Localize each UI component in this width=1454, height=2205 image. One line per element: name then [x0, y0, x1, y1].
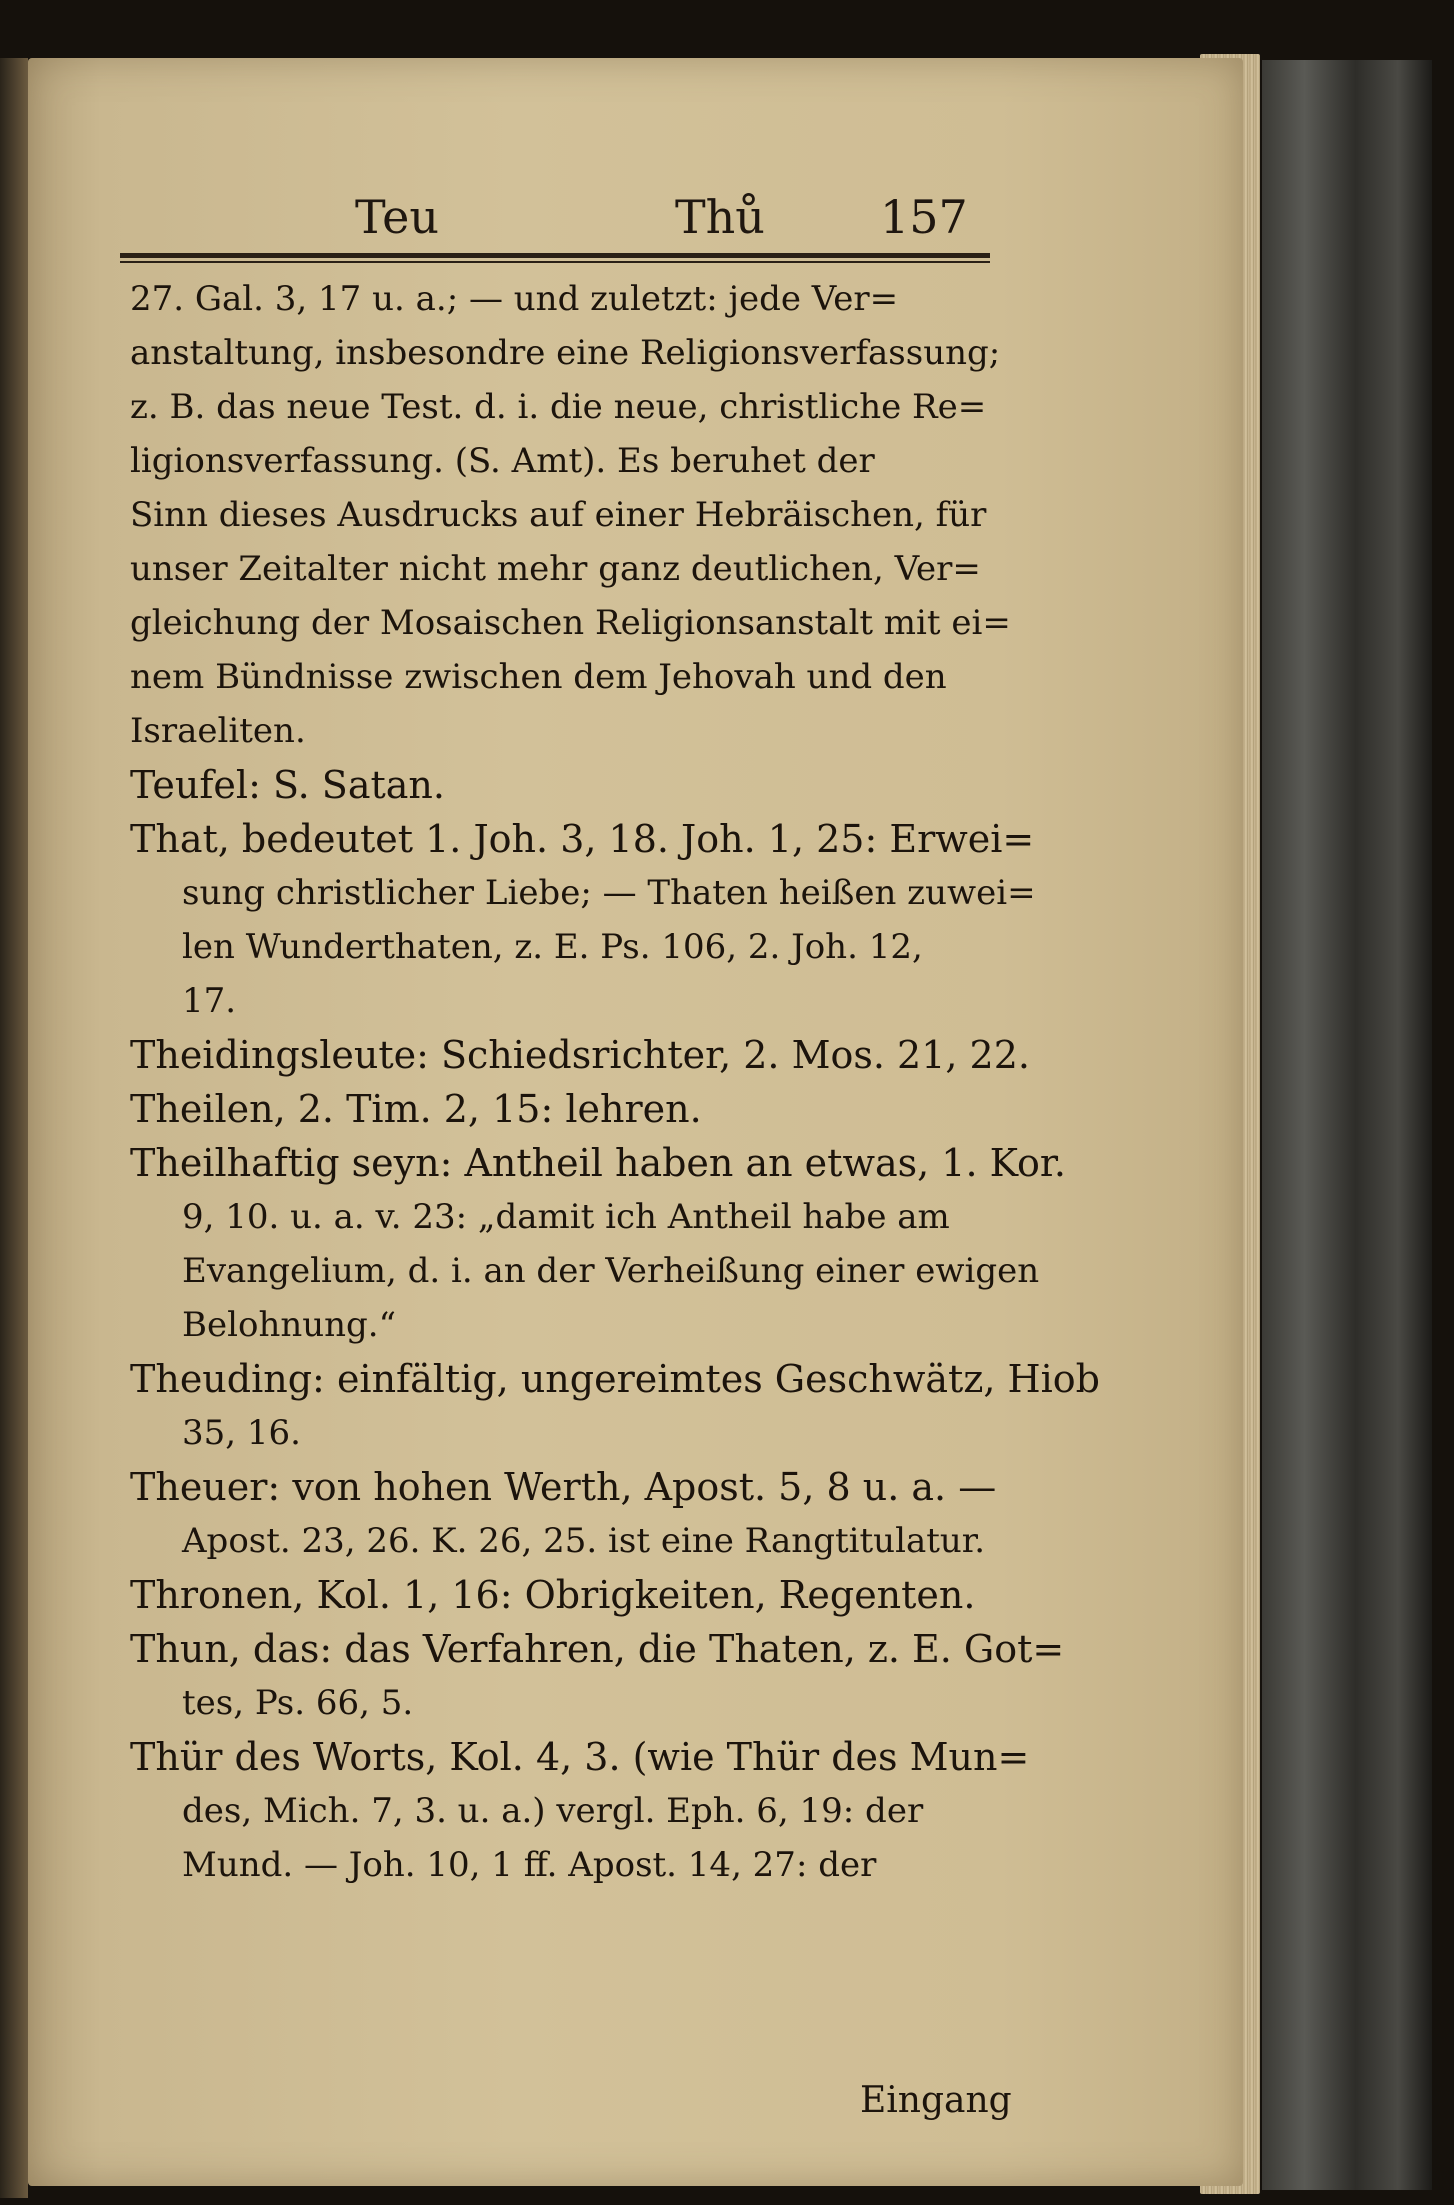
- text-line: nem Bündnisse zwischen dem Jehovah und den: [130, 657, 947, 697]
- text-line: z. B. das neue Test. d. i. die neue, christliche Re=: [130, 387, 987, 427]
- entry-line: That, bedeutet 1. Joh. 3, 18. Joh. 1, 25: Erwei=: [130, 817, 1035, 861]
- text-line: Sinn dieses Ausdrucks auf einer Hebräischen, für: [130, 495, 987, 535]
- entry-line: Theilhaftig seyn: Antheil haben an etwas, 1. Kor.: [130, 1141, 1066, 1185]
- entry-line: Thun, das: das Verfahren, die Thaten, z. E. Got=: [130, 1627, 1065, 1671]
- book-gutter: [0, 58, 28, 2198]
- text-line: tes, Ps. 66, 5.: [182, 1683, 414, 1723]
- text-line: Mund. — Joh. 10, 1 ff. Apost. 14, 27: der: [182, 1845, 877, 1885]
- text-line: gleichung der Mosaischen Religionsanstalt mit ei=: [130, 603, 1011, 643]
- entry-line: Thür des Worts, Kol. 4, 3. (wie Thür des Mun=: [130, 1735, 1030, 1779]
- text-line: Evangelium, d. i. an der Verheißung einer ewigen: [182, 1251, 1040, 1291]
- text-line: Israeliten.: [130, 711, 306, 751]
- text-line: des, Mich. 7, 3. u. a.) vergl. Eph. 6, 19: der: [182, 1791, 924, 1831]
- text-line: 35, 16.: [182, 1413, 301, 1453]
- page-number: 157: [880, 190, 968, 244]
- running-head-center: Thů: [675, 190, 765, 244]
- text-line: len Wunderthaten, z. E. Ps. 106, 2. Joh. 12,: [182, 927, 923, 967]
- text-line: ligionsverfassung. (S. Amt). Es beruhet der: [130, 441, 875, 481]
- running-head-left: Teu: [355, 190, 439, 244]
- text-line: 17.: [182, 981, 237, 1021]
- page-text: [130, 272, 1101, 1892]
- entry-line: Teufel: S. Satan.: [130, 763, 445, 807]
- text-line: anstaltung, insbesondre eine Religionsverfassung;: [130, 333, 1001, 373]
- text-line: Belohnung.“: [182, 1305, 396, 1345]
- text-line: sung christlicher Liebe; — Thaten heißen zuwei=: [182, 873, 1036, 913]
- entry-line: Thronen, Kol. 1, 16: Obrigkeiten, Regenten.: [130, 1573, 976, 1617]
- catchword: Eingang: [860, 2080, 1012, 2121]
- book-binding: [1262, 60, 1432, 2190]
- entry-line: Theuer: von hohen Werth, Apost. 5, 8 u. a. —: [130, 1465, 997, 1509]
- running-head: [120, 180, 990, 260]
- text-line: 27. Gal. 3, 17 u. a.; — und zuletzt: jede Ver=: [130, 279, 899, 319]
- text-line: unser Zeitalter nicht mehr ganz deutlichen, Ver=: [130, 549, 981, 589]
- text-line: Apost. 23, 26. K. 26, 25. ist eine Rangtitulatur.: [182, 1521, 986, 1561]
- header-rule: [120, 253, 990, 258]
- entry-line: Theuding: einfältig, ungereimtes Geschwätz, Hiob: [130, 1357, 1101, 1401]
- header-rule-thin: [120, 261, 990, 263]
- entry-line: Theilen, 2. Tim. 2, 15: lehren.: [130, 1087, 702, 1131]
- entry-line: Theidingsleute: Schiedsrichter, 2. Mos. 21, 22.: [130, 1033, 1030, 1077]
- text-line: 9, 10. u. a. v. 23: „damit ich Antheil habe am: [182, 1197, 950, 1237]
